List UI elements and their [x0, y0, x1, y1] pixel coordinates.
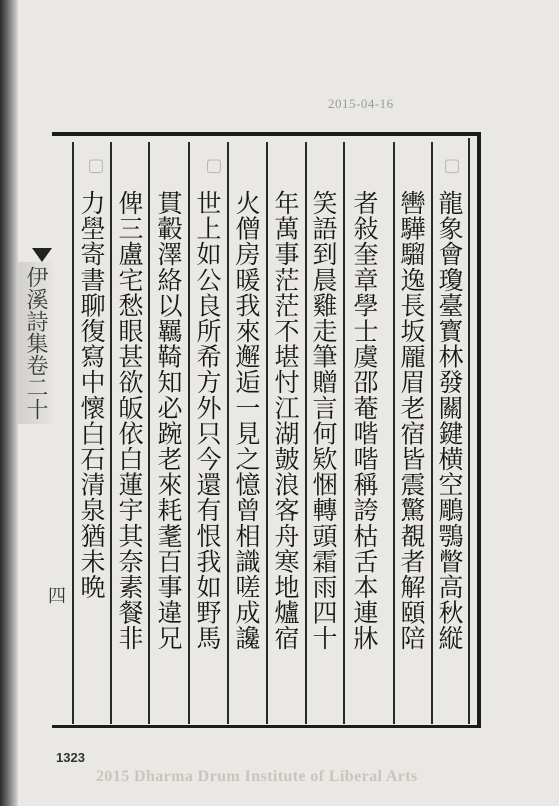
bleed-through-mark: ▢	[205, 155, 223, 176]
text-column-10: 力壆寄書聊復寫中懷白石清泉猶未晩	[77, 190, 106, 600]
text-column-1: 龍象會瓊臺寳林發關鍵横空鵰鶚瞥高秋縦	[435, 190, 464, 651]
bleed-through-mark: ▢	[443, 155, 461, 176]
text-column-3: 者敍奎章學士虞邵菴喈喈稱誇枯舌本連牀	[350, 190, 379, 651]
scan-date-stamp: 2015-04-16	[328, 96, 394, 111]
column-divider	[266, 142, 268, 724]
text-column-8: 貫轂澤絡以羈䩭知必踠老來耗耄百事違兄	[154, 190, 183, 651]
footer-credit: 2015 Dharma Drum Institute of Liberal Arts	[96, 768, 418, 785]
text-column-5: 年萬事茫茫不堪忖江湖皷浪客舟寒地爐宿	[271, 190, 300, 651]
column-divider	[227, 142, 229, 724]
column-divider	[72, 142, 74, 724]
text-column-9: 俾三盧宅愁眼甚欲皈依白蓮宇其奈素餐非	[115, 190, 144, 651]
column-divider	[148, 142, 150, 724]
text-column-2: 轡驊騮逸長坂龎眉老宿皆震驚覩者解頤陪	[397, 190, 426, 651]
column-divider	[188, 142, 190, 724]
frame-inner-border	[468, 138, 470, 724]
spine-title: 伊溪詩集卷二十	[18, 262, 53, 424]
spine-page-mark: 四	[45, 586, 66, 604]
bleed-through-mark: ▢	[87, 155, 105, 176]
book-binding-edge	[0, 0, 18, 806]
fish-tail-mark	[32, 248, 52, 262]
column-divider	[343, 142, 345, 724]
page-number: 1323	[56, 750, 85, 765]
text-column-7: 世上如公良所希方外只今還有恨我如野馬	[193, 190, 222, 651]
column-divider	[305, 142, 307, 724]
text-column-6: 火僧房暖我來邂逅一見之憶曾相識嗟成讒	[232, 190, 261, 651]
column-divider	[110, 142, 112, 724]
column-divider	[431, 142, 433, 724]
column-divider	[393, 142, 395, 724]
text-column-4: 笑語到晨雞走筆贈言何欵悃轉頭霜雨四十	[309, 190, 338, 651]
